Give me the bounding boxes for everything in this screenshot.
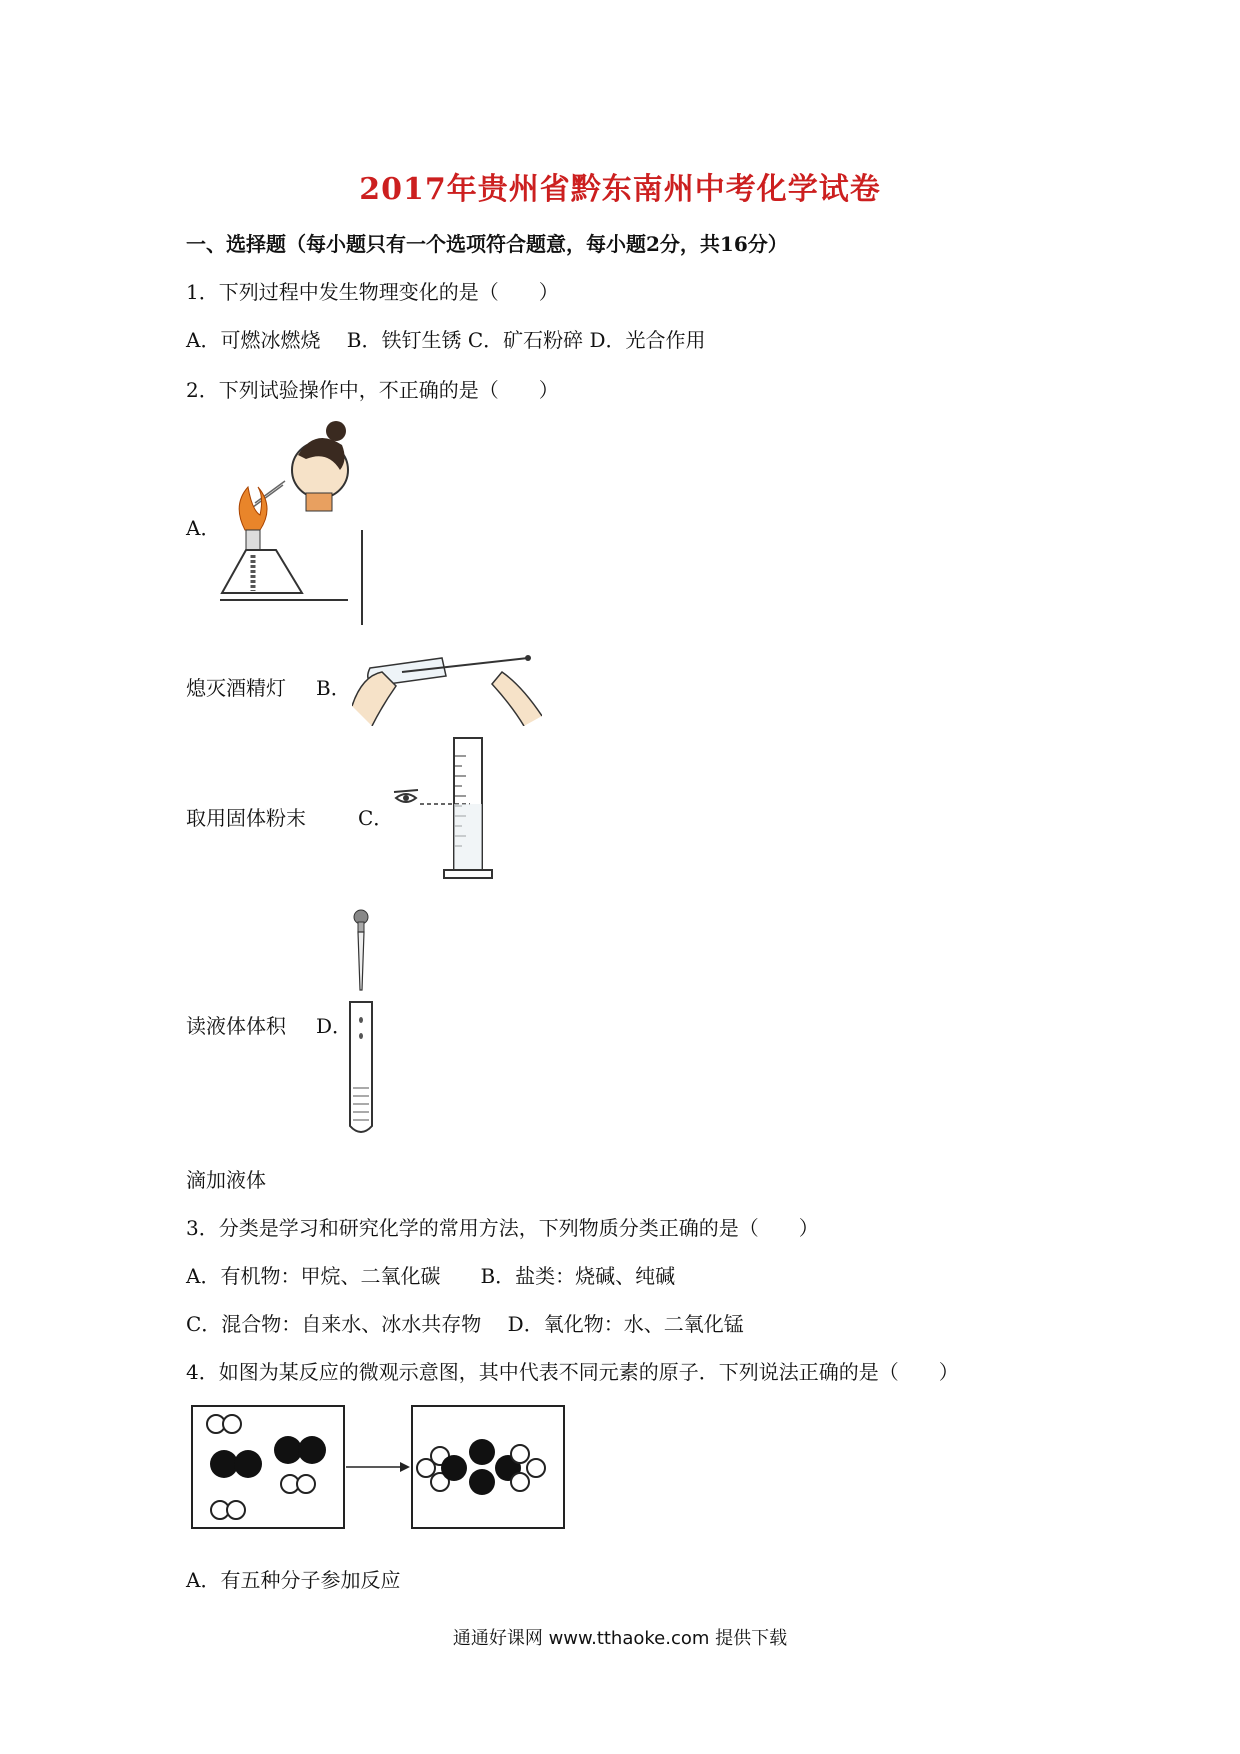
- q2-stem: 2．下列试验操作中，不正确的是（ ）: [186, 378, 559, 402]
- q3-options-line2: C．混合物：自来水、冰水共存物 D．氧化物：水、二氧化锰: [186, 1312, 744, 1336]
- dropper-test-tube-illustration: [340, 908, 380, 1138]
- q2-option-a-label: A．: [186, 516, 221, 540]
- q2-option-d-label: D．: [316, 1014, 353, 1038]
- q2-option-d-caption: 滴加液体: [186, 1168, 266, 1192]
- q1-options: A．可燃冰燃烧 B．铁钉生锈 C．矿石粉碎 D．光合作用: [186, 328, 706, 352]
- q1-stem: 1．下列过程中发生物理变化的是（ ）: [186, 280, 559, 304]
- reaction-diagram: [190, 1404, 580, 1534]
- q2-option-c-caption: 读液体体积: [186, 1014, 286, 1038]
- page-title: 2017年贵州省黔东南州中考化学试卷: [359, 172, 881, 207]
- q3-options-line1: A．有机物：甲烷、二氧化碳 B．盐类：烧碱、纯碱: [186, 1264, 676, 1288]
- q3-stem: 3．分类是学习和研究化学的常用方法，下列物质分类正确的是（ ）: [186, 1216, 819, 1240]
- q2-option-b-label: B．: [316, 676, 351, 700]
- q4-option-a: A．有五种分子参加反应: [186, 1568, 401, 1592]
- blowing-lamp-illustration: [220, 415, 370, 625]
- q2-option-a-caption: 熄灭酒精灯: [186, 676, 286, 700]
- section-heading: 一、选择题（每小题只有一个选项符合题意，每小题2分，共16分）: [186, 232, 788, 256]
- q2-option-b-caption: 取用固体粉末: [186, 806, 306, 830]
- measuring-cylinder-illustration: [390, 736, 510, 886]
- page-footer: 通通好课网 www.tthaoke.com 提供下载: [452, 1628, 788, 1649]
- test-tube-powder-illustration: [352, 636, 542, 726]
- q2-option-c-label: C．: [358, 806, 394, 830]
- q4-stem: 4．如图为某反应的微观示意图，其中代表不同元素的原子．下列说法正确的是（ ）: [186, 1360, 959, 1384]
